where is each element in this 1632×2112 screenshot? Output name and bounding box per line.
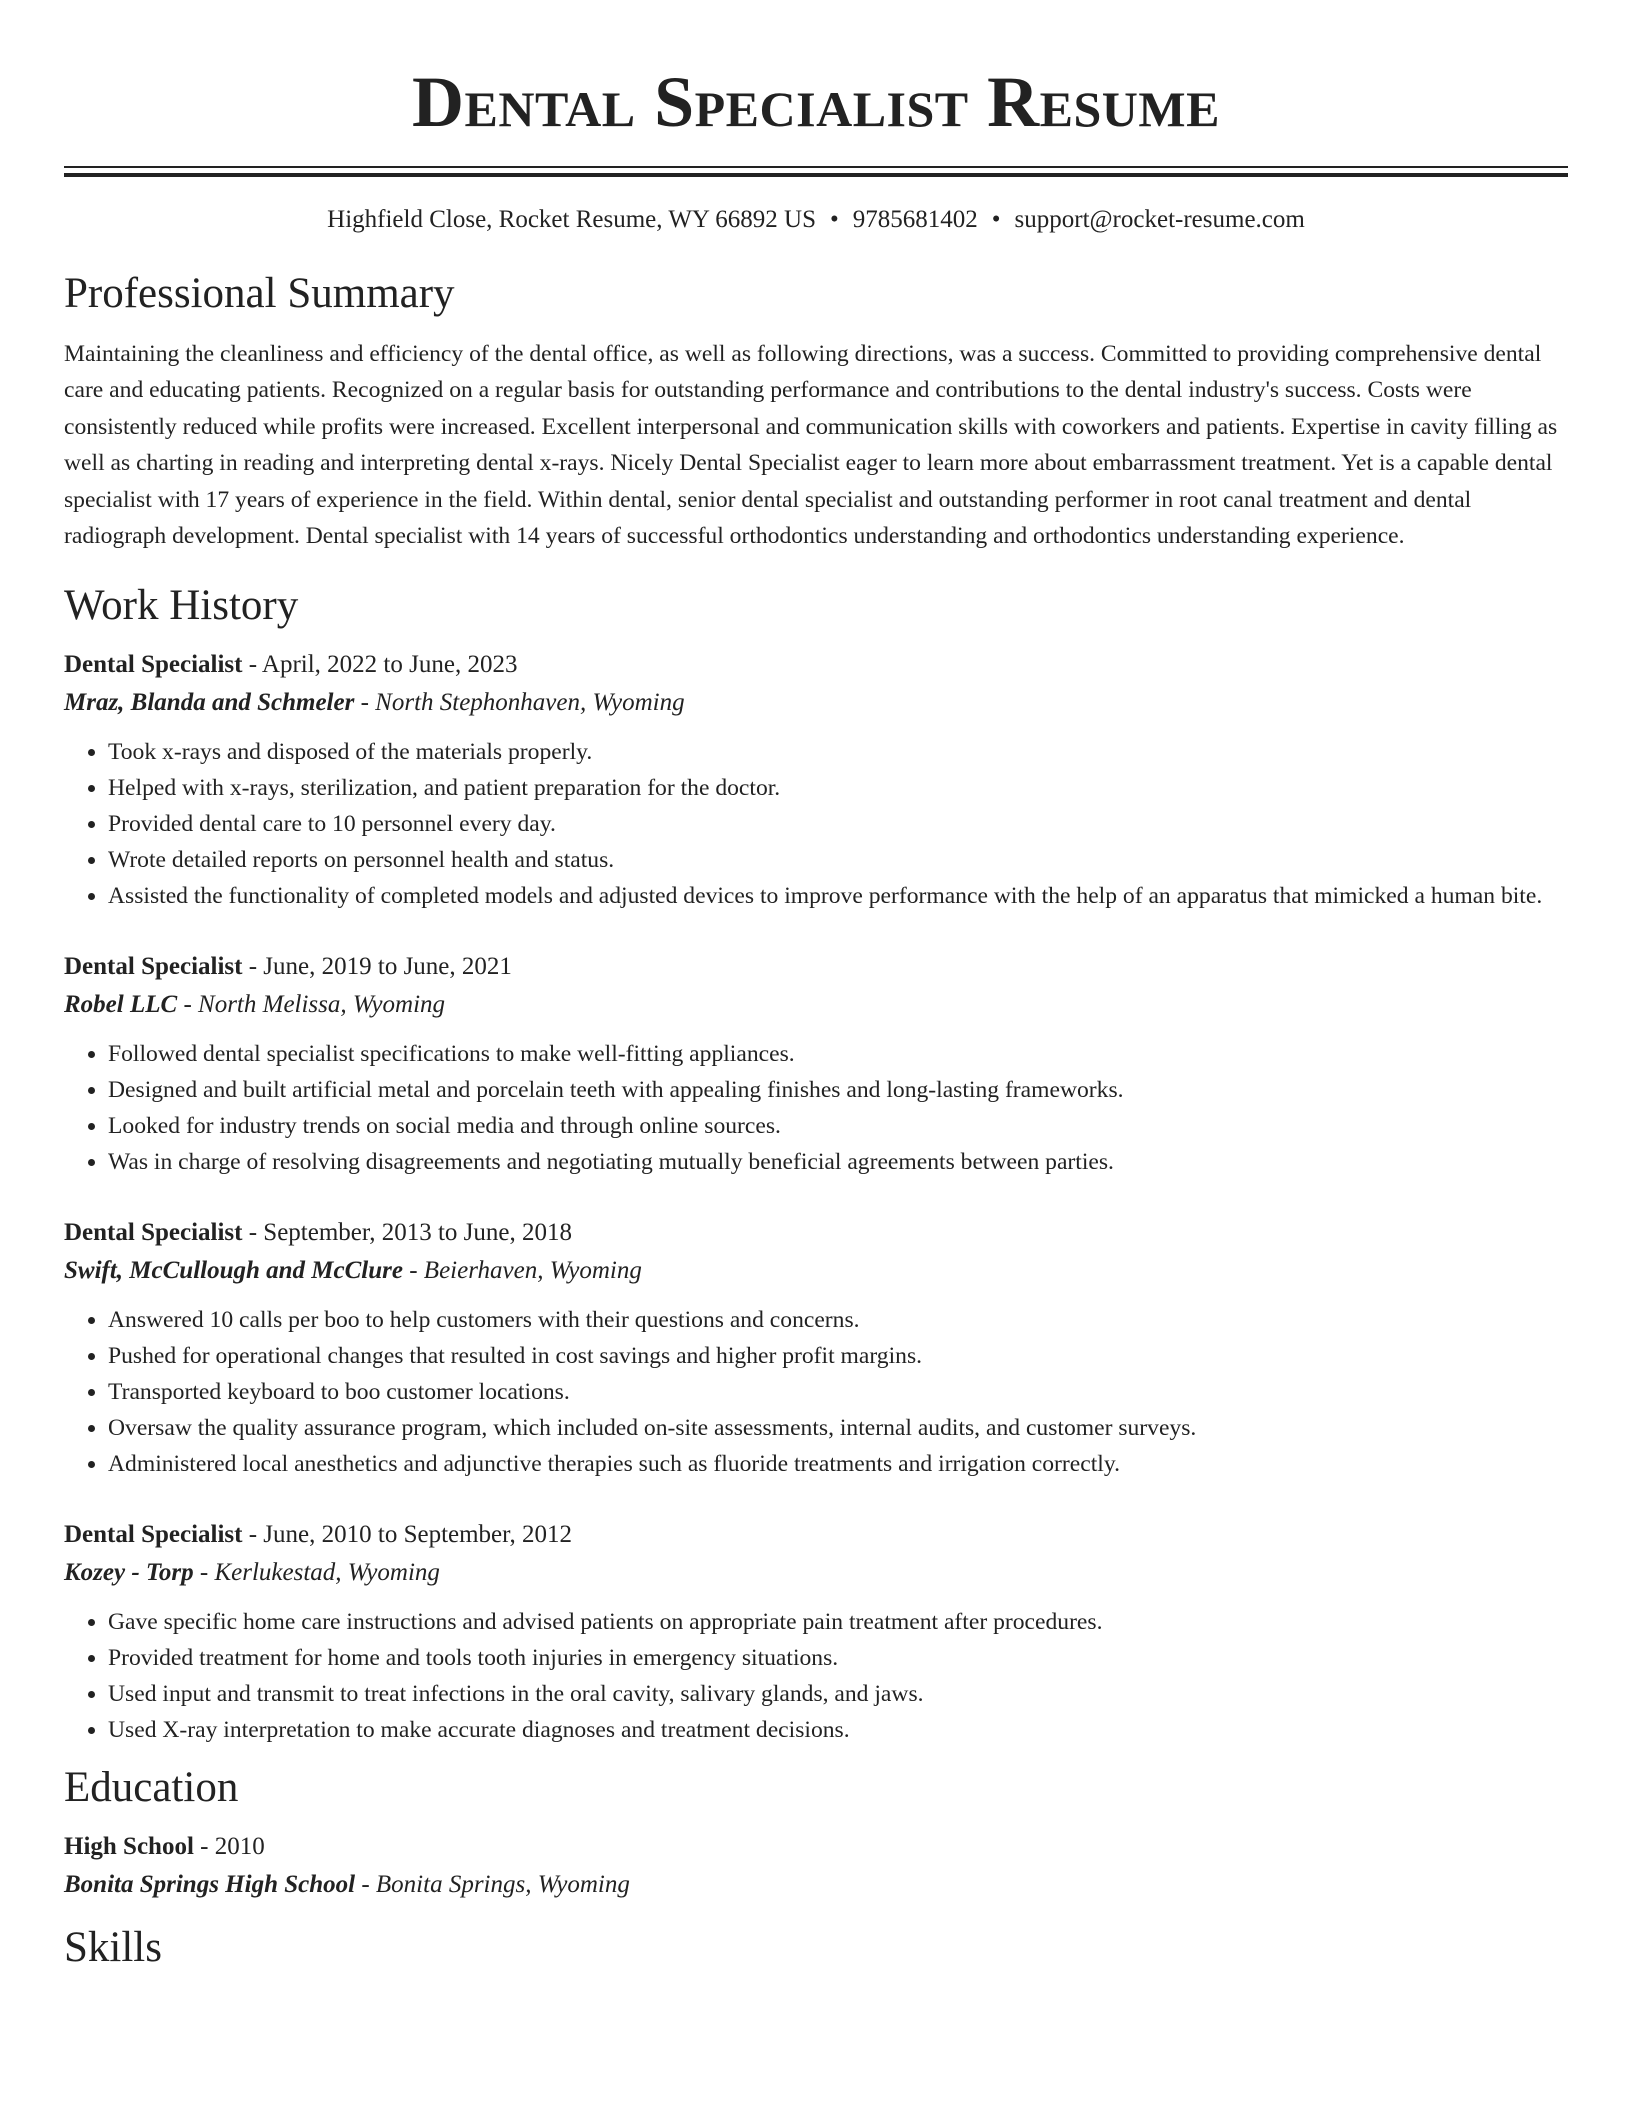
job-company: Swift, McCullough and McClure: [64, 1257, 403, 1285]
duty-item: • Wrote detailed reports on personnel health and status.: [108, 842, 1568, 878]
job-title-line: [64, 646, 1568, 684]
job-company-line: [64, 1554, 1568, 1592]
title-divider: [64, 166, 1568, 168]
job-role: Dental Specialist: [64, 651, 243, 679]
job-duties: [64, 1302, 1568, 1482]
job-location: - Beierhaven, Wyoming: [402, 1257, 642, 1285]
contact-separator: •: [991, 206, 1001, 233]
duty-item: • Used input and transmit to treat infections in the oral cavity, salivary glands, and jaws.: [108, 1676, 1568, 1712]
duty-item: • Used X-ray interpretation to make accurate diagnoses and treatment decisions.: [108, 1712, 1568, 1748]
duty-item: • Oversaw the quality assurance program, which included on-site assessments, internal audits, and customer surveys.: [108, 1410, 1568, 1446]
summary-text: Maintaining the cleanliness and efficiency of the dental office, as well as following directions, was a success. Committed to providing comprehensive dental care and educating patients. Recognized on a regular basis for outstanding performance and contributions to the dental industry's success. Costs were consistently reduced while profits were increased. Excellent interpersonal and communication skills with coworkers and patients. Expertise in cavity filling as well as charting in reading and interpreting dental x-rays. Nicely Dental Specialist eager to learn more about embarrassment treatment. Yet is a capable dental specialist with 17 years of experience in the field. Within dental, senior dental specialist and outstanding performer in root canal treatment and dental radiograph development. Dental specialist with 14 years of successful orthodontics understanding and orthodontics understanding experience.: [64, 341, 1558, 550]
job-entry: [64, 1214, 1568, 1482]
resume-title: Dental Specialist Resume: [412, 62, 1220, 142]
duty-item: • Pushed for operational changes that resulted in cost savings and higher profit margins.: [108, 1338, 1568, 1374]
education-school-line: [64, 1866, 1568, 1904]
duty-item: • Assisted the functionality of completed models and adjusted devices to improve performance with the help of an apparatus that mimicked a human bite.: [108, 878, 1568, 914]
job-location: - Kerlukestad, Wyoming: [193, 1559, 440, 1587]
job-company-line: [64, 684, 1568, 722]
job-company-line: [64, 1252, 1568, 1290]
job-title-line: [64, 1516, 1568, 1554]
duty-item: • Provided treatment for home and tools tooth injuries in emergency situations.: [108, 1640, 1568, 1676]
job-dates: - September, 2013 to June, 2018: [242, 1219, 572, 1247]
duty-item: • Looked for industry trends on social media and through online sources.: [108, 1108, 1568, 1144]
education-degree-line: [64, 1828, 1568, 1866]
duty-item: • Designed and built artificial metal and porcelain teeth with appealing finishes and long-lasting frameworks.: [108, 1072, 1568, 1108]
job-duties: [64, 1036, 1568, 1180]
duty-item: • Transported keyboard to boo customer locations.: [108, 1374, 1568, 1410]
job-entry: [64, 646, 1568, 914]
duty-item: • Administered local anesthetics and adjunctive therapies such as fluoride treatments and irrigation correctly.: [108, 1446, 1568, 1482]
job-location: - North Melissa, Wyoming: [177, 991, 446, 1019]
education-location: - Bonita Springs, Wyoming: [355, 1871, 630, 1899]
job-company: Mraz, Blanda and Schmeler: [64, 689, 355, 717]
job-role: Dental Specialist: [64, 953, 243, 981]
job-entry: [64, 948, 1568, 1180]
duty-item: • Gave specific home care instructions and advised patients on appropriate pain treatment after procedures.: [108, 1604, 1568, 1640]
education-degree: High School: [64, 1833, 194, 1861]
job-company: Kozey - Torp: [64, 1559, 194, 1587]
job-role: Dental Specialist: [64, 1219, 243, 1247]
job-company: Robel LLC: [64, 991, 178, 1019]
education-school: Bonita Springs High School: [64, 1871, 356, 1899]
duty-item: • Answered 10 calls per boo to help customers with their questions and concerns.: [108, 1302, 1568, 1338]
education-year: - 2010: [193, 1833, 265, 1861]
job-title-line: [64, 1214, 1568, 1252]
duty-item: • Took x-rays and disposed of the materials properly.: [108, 734, 1568, 770]
education-entry: [64, 1828, 1568, 1904]
job-role: Dental Specialist: [64, 1521, 243, 1549]
contact-email: support@rocket-resume.com: [1014, 206, 1305, 233]
contact-phone: 9785681402: [852, 206, 978, 233]
job-title-line: [64, 948, 1568, 986]
contact-separator: •: [830, 206, 839, 233]
job-duties: [64, 1604, 1568, 1748]
duty-item: • Followed dental specialist specifications to make well-fitting appliances.: [108, 1036, 1568, 1072]
education-heading: Education: [64, 1764, 239, 1812]
contact-address: Highfield Close, Rocket Resume, WY 66892 US: [327, 206, 816, 233]
work-history-heading: Work History: [64, 582, 299, 630]
skills-heading: Skills: [64, 1924, 162, 1972]
job-dates: - June, 2019 to June, 2021: [242, 953, 512, 981]
job-dates: - June, 2010 to September, 2012: [242, 1521, 572, 1549]
duty-item: • Helped with x-rays, sterilization, and patient preparation for the doctor.: [108, 770, 1568, 806]
contact-line: [64, 204, 1568, 236]
job-company-line: [64, 986, 1568, 1024]
duty-item: • Was in charge of resolving disagreements and negotiating mutually beneficial agreements between parties.: [108, 1144, 1568, 1180]
job-location: - North Stephonhaven, Wyoming: [354, 689, 685, 717]
job-dates: - April, 2022 to June, 2023: [242, 651, 518, 679]
job-duties: [64, 734, 1568, 914]
duty-item: • Provided dental care to 10 personnel every day.: [108, 806, 1568, 842]
summary-heading: Professional Summary: [64, 270, 455, 317]
job-entry: [64, 1516, 1568, 1748]
